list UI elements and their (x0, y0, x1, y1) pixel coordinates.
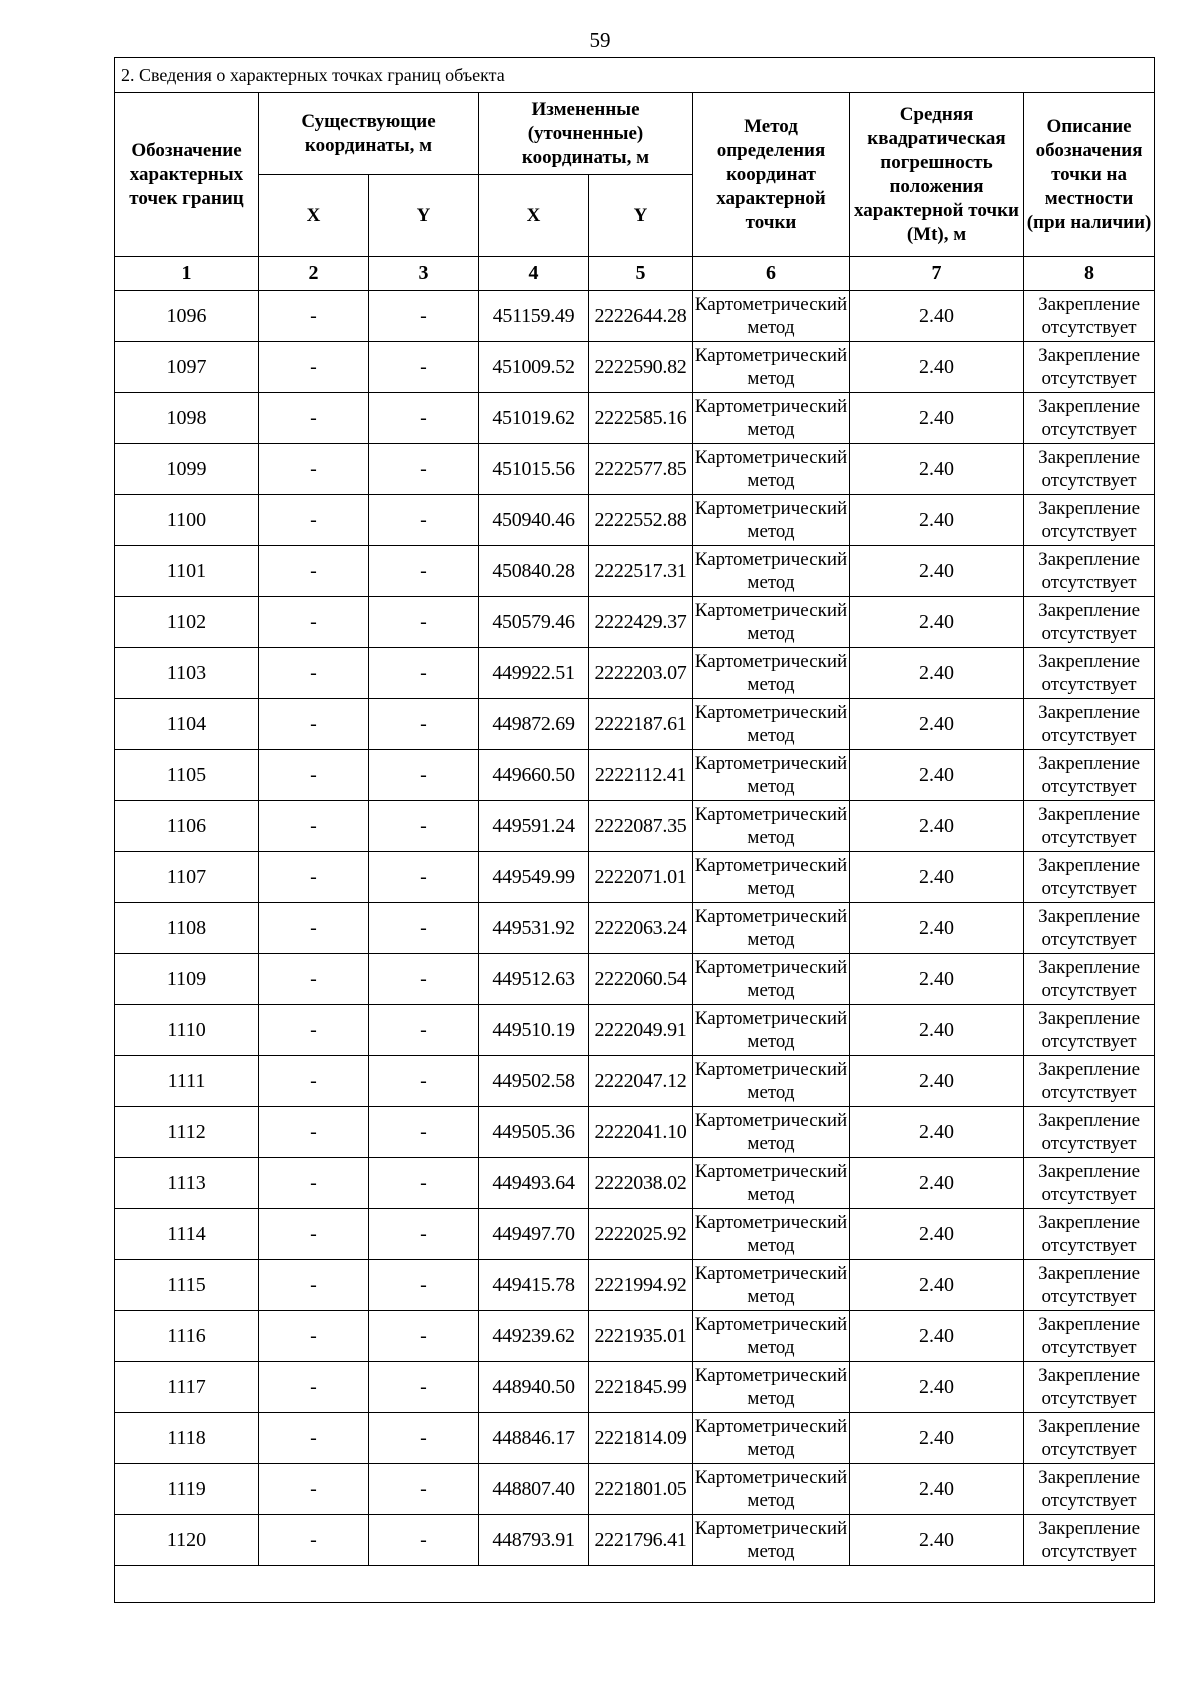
changed-x-cell: 451159.49 (479, 291, 589, 342)
column-number: 2 (259, 257, 369, 291)
point-id-cell: 1097 (115, 342, 259, 393)
table-row (115, 597, 1155, 648)
existing-y-cell: - (369, 1260, 479, 1311)
changed-y-cell: 2222590.82 (589, 342, 693, 393)
point-id-cell: 1096 (115, 291, 259, 342)
existing-x-cell: - (259, 954, 369, 1005)
description-cell: Закрепление отсутствует (1024, 954, 1155, 1005)
column-number: 4 (479, 257, 589, 291)
method-cell: Картометрический метод (693, 801, 850, 852)
table-row (115, 750, 1155, 801)
column-number: 8 (1024, 257, 1155, 291)
changed-x-cell: 451015.56 (479, 444, 589, 495)
point-id-cell: 1109 (115, 954, 259, 1005)
table-row (115, 1107, 1155, 1158)
method-cell: Картометрический метод (693, 1413, 850, 1464)
description-cell: Закрепление отсутствует (1024, 903, 1155, 954)
changed-y-cell: 2222517.31 (589, 546, 693, 597)
description-cell: Закрепление отсутствует (1024, 1413, 1155, 1464)
changed-y-cell: 2222060.54 (589, 954, 693, 1005)
changed-x-cell: 449239.62 (479, 1311, 589, 1362)
description-cell: Закрепление отсутствует (1024, 342, 1155, 393)
table-row (115, 1260, 1155, 1311)
error-cell: 2.40 (850, 1362, 1024, 1413)
column-number: 7 (850, 257, 1024, 291)
changed-y-cell: 2221994.92 (589, 1260, 693, 1311)
error-cell: 2.40 (850, 1005, 1024, 1056)
header-changed-y: Y (589, 175, 693, 257)
changed-y-cell: 2221801.05 (589, 1464, 693, 1515)
error-cell: 2.40 (850, 1464, 1024, 1515)
existing-y-cell: - (369, 750, 479, 801)
existing-y-cell: - (369, 1311, 479, 1362)
existing-y-cell: - (369, 1107, 479, 1158)
boundary-points-table (114, 57, 1155, 1603)
table-row (115, 291, 1155, 342)
point-id-cell: 1104 (115, 699, 259, 750)
header-existing-coordinates: Существующие координаты, м (259, 93, 479, 175)
existing-y-cell: - (369, 1362, 479, 1413)
description-cell: Закрепление отсутствует (1024, 393, 1155, 444)
section-title: 2. Сведения о характерных точках границ объекта (115, 58, 1155, 93)
existing-y-cell: - (369, 852, 479, 903)
changed-x-cell: 449493.64 (479, 1158, 589, 1209)
table-row (115, 1005, 1155, 1056)
existing-y-cell: - (369, 495, 479, 546)
changed-y-cell: 2222552.88 (589, 495, 693, 546)
header-existing-y: Y (369, 175, 479, 257)
existing-x-cell: - (259, 1005, 369, 1056)
method-cell: Картометрический метод (693, 1005, 850, 1056)
changed-y-cell: 2221845.99 (589, 1362, 693, 1413)
error-cell: 2.40 (850, 852, 1024, 903)
changed-y-cell: 2222087.35 (589, 801, 693, 852)
existing-y-cell: - (369, 393, 479, 444)
changed-y-cell: 2221814.09 (589, 1413, 693, 1464)
table-row (115, 393, 1155, 444)
method-cell: Картометрический метод (693, 546, 850, 597)
error-cell: 2.40 (850, 1311, 1024, 1362)
point-id-cell: 1108 (115, 903, 259, 954)
changed-y-cell: 2222187.61 (589, 699, 693, 750)
header-error: Средняя квадратическая погрешность положения характерной точки (Mt), м (850, 93, 1024, 257)
existing-x-cell: - (259, 495, 369, 546)
method-cell: Картометрический метод (693, 750, 850, 801)
point-id-cell: 1114 (115, 1209, 259, 1260)
existing-x-cell: - (259, 1464, 369, 1515)
existing-y-cell: - (369, 801, 479, 852)
description-cell: Закрепление отсутствует (1024, 801, 1155, 852)
table-row (115, 1413, 1155, 1464)
error-cell: 2.40 (850, 1515, 1024, 1566)
table-row (115, 852, 1155, 903)
existing-y-cell: - (369, 648, 479, 699)
changed-x-cell: 449872.69 (479, 699, 589, 750)
error-cell: 2.40 (850, 750, 1024, 801)
existing-y-cell: - (369, 1209, 479, 1260)
point-id-cell: 1105 (115, 750, 259, 801)
error-cell: 2.40 (850, 546, 1024, 597)
empty-cell (115, 1566, 1155, 1603)
table-row (115, 1209, 1155, 1260)
point-id-cell: 1111 (115, 1056, 259, 1107)
changed-y-cell: 2222203.07 (589, 648, 693, 699)
changed-x-cell: 451009.52 (479, 342, 589, 393)
changed-y-cell: 2222112.41 (589, 750, 693, 801)
description-cell: Закрепление отсутствует (1024, 546, 1155, 597)
error-cell: 2.40 (850, 342, 1024, 393)
changed-x-cell: 449415.78 (479, 1260, 589, 1311)
method-cell: Картометрический метод (693, 495, 850, 546)
changed-x-cell: 448846.17 (479, 1413, 589, 1464)
description-cell: Закрепление отсутствует (1024, 1056, 1155, 1107)
existing-x-cell: - (259, 1515, 369, 1566)
error-cell: 2.40 (850, 648, 1024, 699)
method-cell: Картометрический метод (693, 1311, 850, 1362)
changed-x-cell: 449531.92 (479, 903, 589, 954)
changed-x-cell: 449922.51 (479, 648, 589, 699)
error-cell: 2.40 (850, 801, 1024, 852)
error-cell: 2.40 (850, 1209, 1024, 1260)
changed-y-cell: 2222049.91 (589, 1005, 693, 1056)
empty-row (115, 1566, 1155, 1603)
existing-y-cell: - (369, 291, 479, 342)
existing-y-cell: - (369, 903, 479, 954)
method-cell: Картометрический метод (693, 1464, 850, 1515)
table-row (115, 699, 1155, 750)
point-id-cell: 1103 (115, 648, 259, 699)
method-cell: Картометрический метод (693, 1209, 850, 1260)
existing-y-cell: - (369, 444, 479, 495)
point-id-cell: 1116 (115, 1311, 259, 1362)
existing-x-cell: - (259, 1209, 369, 1260)
method-cell: Картометрический метод (693, 648, 850, 699)
method-cell: Картометрический метод (693, 393, 850, 444)
description-cell: Закрепление отсутствует (1024, 444, 1155, 495)
existing-y-cell: - (369, 1005, 479, 1056)
column-number: 1 (115, 257, 259, 291)
column-number: 5 (589, 257, 693, 291)
error-cell: 2.40 (850, 1056, 1024, 1107)
existing-x-cell: - (259, 852, 369, 903)
point-id-cell: 1100 (115, 495, 259, 546)
existing-x-cell: - (259, 342, 369, 393)
error-cell: 2.40 (850, 1413, 1024, 1464)
description-cell: Закрепление отсутствует (1024, 852, 1155, 903)
changed-x-cell: 449660.50 (479, 750, 589, 801)
existing-x-cell: - (259, 291, 369, 342)
existing-x-cell: - (259, 648, 369, 699)
description-cell: Закрепление отсутствует (1024, 291, 1155, 342)
table-row (115, 1464, 1155, 1515)
table-row (115, 1158, 1155, 1209)
method-cell: Картометрический метод (693, 291, 850, 342)
table-row (115, 954, 1155, 1005)
page-number: 59 (589, 28, 611, 52)
table-row (115, 1515, 1155, 1566)
changed-x-cell: 450840.28 (479, 546, 589, 597)
header-changed-coordinates: Измененные (уточненные) координаты, м (479, 93, 693, 175)
error-cell: 2.40 (850, 444, 1024, 495)
description-cell: Закрепление отсутствует (1024, 1260, 1155, 1311)
description-cell: Закрепление отсутствует (1024, 750, 1155, 801)
existing-x-cell: - (259, 546, 369, 597)
method-cell: Картометрический метод (693, 1515, 850, 1566)
table-row (115, 903, 1155, 954)
existing-y-cell: - (369, 342, 479, 393)
header-method: Метод определения координат характерной точки (693, 93, 850, 257)
changed-y-cell: 2222025.92 (589, 1209, 693, 1260)
changed-y-cell: 2222038.02 (589, 1158, 693, 1209)
table-row (115, 444, 1155, 495)
changed-x-cell: 448940.50 (479, 1362, 589, 1413)
method-cell: Картометрический метод (693, 597, 850, 648)
changed-y-cell: 2222585.16 (589, 393, 693, 444)
changed-x-cell: 450940.46 (479, 495, 589, 546)
point-id-cell: 1106 (115, 801, 259, 852)
table-row (115, 342, 1155, 393)
error-cell: 2.40 (850, 699, 1024, 750)
method-cell: Картометрический метод (693, 444, 850, 495)
method-cell: Картометрический метод (693, 954, 850, 1005)
existing-y-cell: - (369, 699, 479, 750)
description-cell: Закрепление отсутствует (1024, 1158, 1155, 1209)
changed-y-cell: 2222063.24 (589, 903, 693, 954)
table-row (115, 495, 1155, 546)
method-cell: Картометрический метод (693, 699, 850, 750)
existing-y-cell: - (369, 1158, 479, 1209)
header-designation: Обозначение характерных точек границ (115, 93, 259, 257)
point-id-cell: 1101 (115, 546, 259, 597)
existing-y-cell: - (369, 546, 479, 597)
table-row (115, 1311, 1155, 1362)
existing-y-cell: - (369, 1464, 479, 1515)
changed-y-cell: 2222644.28 (589, 291, 693, 342)
existing-x-cell: - (259, 1362, 369, 1413)
description-cell: Закрепление отсутствует (1024, 1311, 1155, 1362)
changed-x-cell: 449512.63 (479, 954, 589, 1005)
point-id-cell: 1107 (115, 852, 259, 903)
column-number: 6 (693, 257, 850, 291)
error-cell: 2.40 (850, 393, 1024, 444)
table-row (115, 546, 1155, 597)
changed-x-cell: 448807.40 (479, 1464, 589, 1515)
existing-y-cell: - (369, 954, 479, 1005)
header-existing-x: X (259, 175, 369, 257)
method-cell: Картометрический метод (693, 852, 850, 903)
changed-x-cell: 449510.19 (479, 1005, 589, 1056)
description-cell: Закрепление отсутствует (1024, 1107, 1155, 1158)
point-id-cell: 1098 (115, 393, 259, 444)
header-description: Описание обозначения точки на местности (при наличии) (1024, 93, 1155, 257)
existing-x-cell: - (259, 1056, 369, 1107)
point-id-cell: 1119 (115, 1464, 259, 1515)
changed-x-cell: 448793.91 (479, 1515, 589, 1566)
existing-x-cell: - (259, 1107, 369, 1158)
changed-x-cell: 449505.36 (479, 1107, 589, 1158)
existing-x-cell: - (259, 903, 369, 954)
existing-x-cell: - (259, 699, 369, 750)
column-number: 3 (369, 257, 479, 291)
error-cell: 2.40 (850, 1260, 1024, 1311)
header-changed-x: X (479, 175, 589, 257)
changed-y-cell: 2221935.01 (589, 1311, 693, 1362)
existing-x-cell: - (259, 1158, 369, 1209)
description-cell: Закрепление отсутствует (1024, 495, 1155, 546)
existing-x-cell: - (259, 801, 369, 852)
changed-y-cell: 2222577.85 (589, 444, 693, 495)
changed-y-cell: 2221796.41 (589, 1515, 693, 1566)
point-id-cell: 1115 (115, 1260, 259, 1311)
point-id-cell: 1110 (115, 1005, 259, 1056)
method-cell: Картометрический метод (693, 1362, 850, 1413)
error-cell: 2.40 (850, 903, 1024, 954)
existing-y-cell: - (369, 597, 479, 648)
error-cell: 2.40 (850, 954, 1024, 1005)
changed-y-cell: 2222041.10 (589, 1107, 693, 1158)
description-cell: Закрепление отсутствует (1024, 648, 1155, 699)
description-cell: Закрепление отсутствует (1024, 1209, 1155, 1260)
method-cell: Картометрический метод (693, 1158, 850, 1209)
error-cell: 2.40 (850, 495, 1024, 546)
existing-x-cell: - (259, 1260, 369, 1311)
changed-x-cell: 451019.62 (479, 393, 589, 444)
method-cell: Картометрический метод (693, 903, 850, 954)
error-cell: 2.40 (850, 291, 1024, 342)
description-cell: Закрепление отсутствует (1024, 597, 1155, 648)
changed-x-cell: 449591.24 (479, 801, 589, 852)
existing-x-cell: - (259, 1413, 369, 1464)
existing-x-cell: - (259, 597, 369, 648)
description-cell: Закрепление отсутствует (1024, 699, 1155, 750)
description-cell: Закрепление отсутствует (1024, 1362, 1155, 1413)
changed-x-cell: 449502.58 (479, 1056, 589, 1107)
table-row (115, 1362, 1155, 1413)
existing-x-cell: - (259, 393, 369, 444)
description-cell: Закрепление отсутствует (1024, 1005, 1155, 1056)
changed-y-cell: 2222071.01 (589, 852, 693, 903)
method-cell: Картометрический метод (693, 1056, 850, 1107)
method-cell: Картометрический метод (693, 342, 850, 393)
point-id-cell: 1117 (115, 1362, 259, 1413)
description-cell: Закрепление отсутствует (1024, 1515, 1155, 1566)
changed-y-cell: 2222047.12 (589, 1056, 693, 1107)
error-cell: 2.40 (850, 597, 1024, 648)
point-id-cell: 1112 (115, 1107, 259, 1158)
changed-x-cell: 450579.46 (479, 597, 589, 648)
changed-x-cell: 449497.70 (479, 1209, 589, 1260)
changed-y-cell: 2222429.37 (589, 597, 693, 648)
error-cell: 2.40 (850, 1107, 1024, 1158)
point-id-cell: 1118 (115, 1413, 259, 1464)
table-row (115, 1056, 1155, 1107)
existing-y-cell: - (369, 1413, 479, 1464)
table-row (115, 648, 1155, 699)
existing-x-cell: - (259, 444, 369, 495)
existing-y-cell: - (369, 1515, 479, 1566)
existing-x-cell: - (259, 750, 369, 801)
method-cell: Картометрический метод (693, 1107, 850, 1158)
existing-y-cell: - (369, 1056, 479, 1107)
existing-x-cell: - (259, 1311, 369, 1362)
point-id-cell: 1113 (115, 1158, 259, 1209)
method-cell: Картометрический метод (693, 1260, 850, 1311)
point-id-cell: 1102 (115, 597, 259, 648)
table-row (115, 801, 1155, 852)
description-cell: Закрепление отсутствует (1024, 1464, 1155, 1515)
point-id-cell: 1120 (115, 1515, 259, 1566)
changed-x-cell: 449549.99 (479, 852, 589, 903)
point-id-cell: 1099 (115, 444, 259, 495)
error-cell: 2.40 (850, 1158, 1024, 1209)
